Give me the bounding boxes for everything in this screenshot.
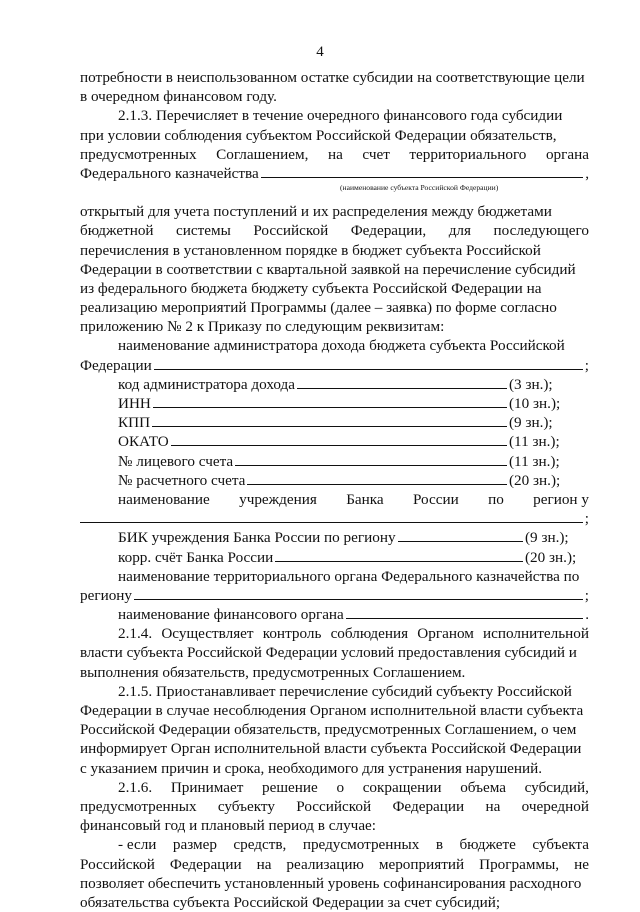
treasury-field [80, 164, 589, 183]
word: очередной [521, 797, 589, 815]
word: на [485, 797, 501, 815]
admin-name-field [80, 356, 589, 375]
field-blank [398, 540, 523, 542]
word: предусмотренных [80, 797, 197, 815]
word: для [448, 222, 471, 240]
page-number: 4 [316, 44, 324, 60]
text-line: приложению № 2 к Приказу по следующим реквизитам: [80, 318, 445, 336]
field-blank [235, 464, 507, 466]
word: последующего [493, 222, 589, 240]
word: Банка [346, 490, 384, 508]
word: о [336, 778, 345, 796]
text-line: наименование территориального органа Федерального казначейства по [118, 567, 580, 585]
text-line: выполнения обязательств, предусмотренных Соглашением. [80, 663, 466, 681]
word: Российской [296, 797, 372, 815]
word: Программы, [479, 855, 560, 873]
field-label: БИК учреждения Банка России по региону [118, 529, 396, 547]
word: реализацию [286, 855, 364, 873]
field-end: (11 зн.); [509, 452, 560, 470]
text-line: реализацию мероприятий Программы (далее – заявка) по форме согласно [80, 299, 557, 317]
bank-name-field [80, 509, 589, 528]
settlement-account-field [80, 471, 589, 490]
clause-2-1-5: 2.1.5. Приостанавливает перечисление субсидий субъекту Российской [118, 682, 572, 700]
word: Принимает [170, 778, 244, 796]
word: России [412, 490, 459, 508]
word: субсидий, [524, 778, 589, 796]
text-line-justified [80, 855, 589, 874]
text-line: обязательства субъекта Российской Федерации за счет субсидий; [80, 893, 501, 911]
word: на [327, 145, 343, 163]
text-line: наименование администратора дохода бюджета субъекта Российской [118, 337, 565, 355]
word: субъекту [217, 797, 275, 815]
text-line-justified [80, 797, 589, 816]
field-label: ИНН [118, 395, 151, 412]
word: Российской [253, 222, 329, 240]
okato-field [80, 432, 589, 451]
text-line: перечисления в установленном порядке в бюджет субъекта Российской [80, 241, 541, 259]
clause-2-1-6 [80, 778, 589, 797]
word: органа [545, 145, 589, 163]
field-blank [152, 425, 507, 427]
word: соблюдения [330, 625, 409, 643]
list-item [80, 835, 589, 854]
word: бюджетной [80, 222, 154, 240]
word: 2.1.4. [118, 625, 153, 643]
text-line-justified [80, 490, 589, 509]
field-label: Федерации [80, 356, 152, 374]
text-line: позволяет обеспечить установленный уровень софинансирования расходного [80, 874, 582, 892]
text-line: финансовый год и плановый период в случае: [80, 817, 377, 835]
field-label: № лицевого счета [118, 452, 234, 470]
field-blank [297, 387, 507, 389]
word: счет [362, 145, 390, 163]
field-blank [80, 521, 583, 523]
word: мероприятий [378, 855, 465, 873]
field-label: Федерального казначейства [80, 164, 259, 182]
word: наименование [118, 490, 210, 508]
word: Федерации [169, 855, 242, 873]
finance-body-field [80, 605, 589, 624]
field-blank [247, 483, 507, 485]
word: Осуществляет [161, 625, 254, 643]
word: субъекта [532, 836, 589, 854]
field-end: ; [584, 356, 589, 374]
text-line: в очередном финансовом году. [80, 88, 277, 106]
word: учреждения [239, 490, 317, 508]
field-label: КПП [118, 414, 151, 432]
text-line: потребности в неиспользованном остатке субсидии на соответствующие цели [80, 69, 585, 86]
word: Органом [417, 625, 474, 643]
text-line: с указанием причин и срока, необходимого для устранения нарушений. [80, 759, 543, 777]
field-end: (3 зн.); [509, 375, 553, 393]
field-label: корр. счёт Банка России [118, 548, 274, 566]
field-label: наименование финансового органа [118, 606, 344, 624]
text-line: открытый для учета поступлений и их распределения между бюджетами [80, 203, 552, 221]
field-blank [154, 368, 583, 370]
clause-2-1-4 [80, 624, 589, 643]
field-blank [275, 560, 523, 562]
word: контроль [262, 625, 322, 643]
kpp-field [80, 413, 589, 432]
field-end: ; [584, 586, 589, 604]
corr-account-field [80, 548, 589, 567]
field-blank [346, 617, 583, 619]
field-end: (20 зн.); [509, 471, 561, 489]
word: - если [118, 836, 157, 854]
word: бюджете [459, 836, 516, 854]
text-line: из федерального бюджета бюджету субъекта Российской Федерации на [80, 279, 542, 297]
clause-2-1-3: 2.1.3. Перечисляет в течение очередного финансового года субсидии [118, 107, 563, 125]
word: средств, [233, 836, 287, 854]
field-blank [153, 406, 507, 408]
word: системы [176, 222, 231, 240]
field-label: № расчетного счета [118, 471, 246, 489]
word: предусмотренных [80, 145, 197, 163]
text-line: власти субъекта Российской Федерации условий предоставления субсидий и [80, 644, 577, 662]
word: регион у [533, 490, 589, 508]
field-blank [134, 598, 583, 600]
field-caption: (наименование субъекта Российской Федерации) [340, 183, 499, 193]
inn-field [80, 394, 589, 413]
field-end: , [585, 164, 589, 182]
field-end: ; [584, 510, 589, 528]
word: размер [172, 836, 217, 854]
field-label: ОКАТО [118, 433, 169, 451]
field-end: (9 зн.); [525, 529, 569, 547]
word: Российской [80, 855, 155, 873]
field-label: код администратора дохода [118, 375, 295, 393]
word: исполнительной [483, 625, 589, 643]
word: сокращении [362, 778, 442, 796]
text-line: Федерации в случае несоблюдения Органом исполнительной власти субъекта [80, 702, 584, 719]
treasury-region-field [80, 586, 589, 605]
personal-account-field [80, 452, 589, 471]
word: 2.1.6. [118, 778, 153, 796]
word: по [488, 490, 504, 508]
text-line-justified [80, 145, 589, 164]
bik-field [80, 528, 589, 547]
word: Федерации, [350, 222, 427, 240]
field-blank [171, 444, 507, 446]
word: территориального [409, 145, 527, 163]
field-end: (9 зн.); [509, 414, 553, 432]
word: объема [460, 778, 506, 796]
field-end: (11 зн.); [509, 433, 560, 451]
field-end: (20 зн.); [525, 548, 577, 566]
text-line: Российской Федерации обязательств, предусмотренных Соглашением, о чем [80, 721, 577, 739]
word: решение [262, 778, 318, 796]
admin-code-field [80, 375, 589, 394]
field-blank [261, 176, 584, 178]
text-line: Федерации в соответствии с квартальной заявкой на перечисление субсидий [80, 260, 576, 278]
text-line: при условии соблюдения субъектом Российской Федерации обязательств, [80, 126, 557, 144]
field-end: . [585, 606, 589, 624]
text-line: информирует Орган исполнительной власти субъекта Российской Федерации [80, 740, 582, 758]
text-line-justified [80, 221, 589, 240]
field-end: (10 зн.); [509, 395, 561, 412]
word: Федерации [392, 797, 465, 815]
word: Соглашением, [216, 145, 309, 163]
field-label: региону [80, 586, 133, 604]
word: предусмотренных [302, 836, 420, 854]
word: не [574, 855, 589, 873]
word: в [435, 836, 443, 854]
word: на [256, 855, 272, 873]
document-body [80, 68, 589, 912]
